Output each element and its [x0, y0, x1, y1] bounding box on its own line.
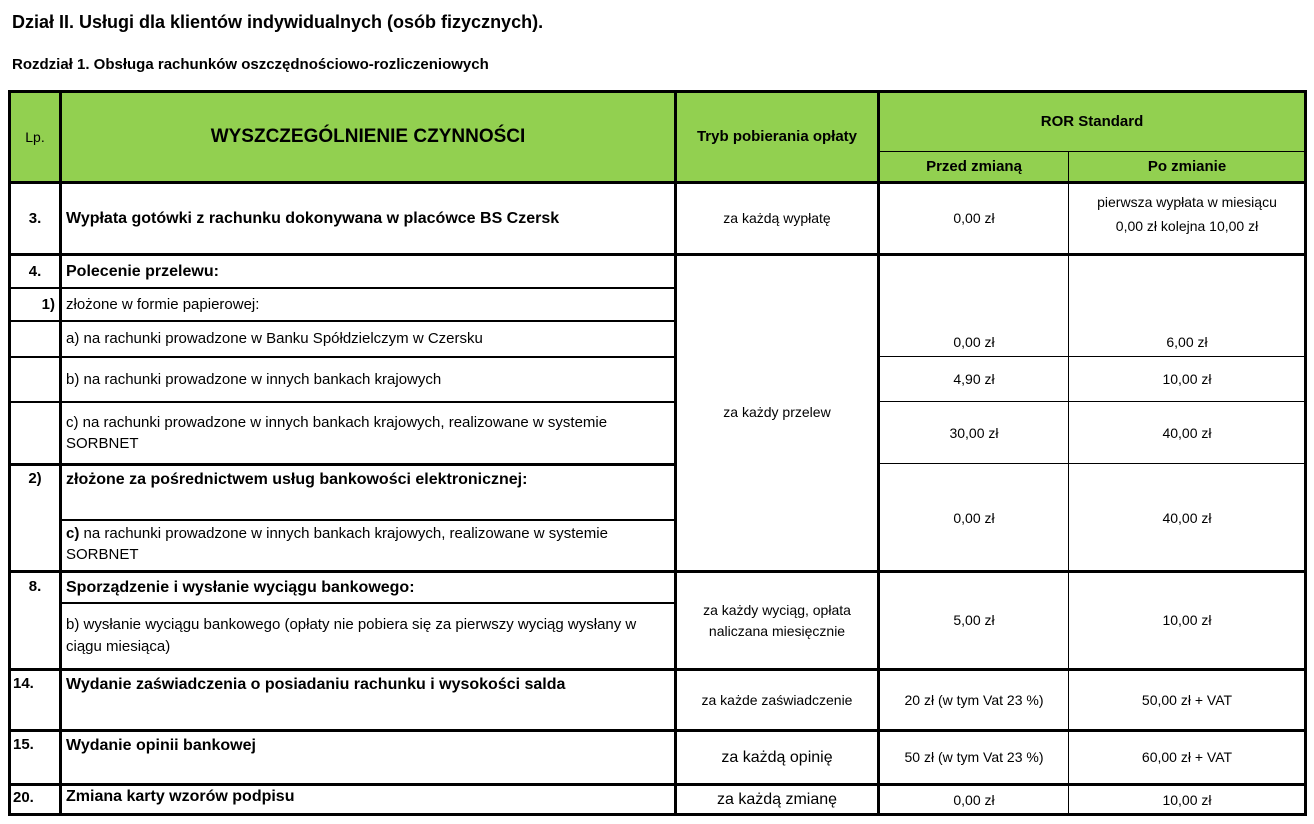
- row-4-1-lp: 1): [41, 295, 55, 313]
- row-4-2c-body: na rachunki prowadzone w innych bankach krajowych, realizowane w systemie SORBNET: [66, 525, 608, 563]
- header-ror-standard: ROR Standard: [1040, 113, 1144, 131]
- row-3-lp: 3.: [28, 209, 42, 227]
- row-3-before: 0,00 zł: [953, 210, 995, 227]
- row-4-1c-before: 30,00 zł: [949, 424, 999, 441]
- row-20-before: 0,00 zł: [953, 791, 995, 808]
- row-4-lp: 4.: [28, 262, 42, 280]
- row-4-2c-text: [62, 521, 652, 570]
- row-20-text: Zmiana karty wzorów podpisu: [66, 788, 295, 806]
- row-14-before: 20 zł (w tym Vat 23 %): [904, 691, 1044, 708]
- row-8-text: Sporządzenie i wysłanie wyciągu bankowego:: [66, 578, 415, 596]
- row-4-mode: za każdy przelew: [723, 403, 831, 420]
- row-15-before: 50 zł (w tym Vat 23 %): [904, 749, 1044, 766]
- row-8b-text: b) wysłanie wyciągu bankowego (opłaty nie pobiera się za pierwszy wyciąg wysłany w ciągu miesiąca): [66, 616, 637, 655]
- row-15-after: 60,00 zł + VAT: [1141, 749, 1233, 766]
- row-4-text: Polecenie przelewu:: [66, 262, 219, 280]
- row-4-1c-text: c) na rachunki prowadzone w innych bankach krajowych, realizowane w systemie SORBNET: [66, 414, 608, 452]
- row-20-mode: za każdą zmianę: [716, 791, 838, 809]
- row-15-lp: 15.: [13, 736, 34, 753]
- header-activity: WYSZCZEGÓLNIENIE CZYNNOŚCI: [210, 126, 526, 148]
- row-4-2-lp: 2): [28, 470, 42, 487]
- row-4-1-text: złożone w formie papierowej:: [66, 295, 260, 313]
- section-title: Dział II. Usługi dla klientów indywidualnych (osób fizycznych).: [12, 12, 544, 32]
- row-20-lp: 20.: [13, 789, 34, 807]
- row-4-1a-text: a) na rachunki prowadzone w Banku Spółdzielczym w Czersku: [66, 330, 483, 348]
- row-3-after-line1: pierwsza wypłata w miesiącu: [1097, 193, 1277, 210]
- header-lp: Lp.: [25, 128, 45, 145]
- row-8-before: 5,00 zł: [953, 612, 995, 629]
- row-3-after-line2: 0,00 zł kolejna 10,00 zł: [1115, 217, 1259, 234]
- row-15-mode: za każdą opinię: [721, 749, 833, 767]
- row-4-2-before: 0,00 zł: [953, 509, 995, 526]
- header-after-change: Po zmianie: [1147, 157, 1227, 175]
- header-before-change: Przed zmianą: [926, 157, 1022, 175]
- row-4-1c-after: 40,00 zł: [1162, 424, 1212, 441]
- header-fee-mode: Tryb pobierania opłaty: [696, 128, 858, 146]
- row-4-1b-text: b) na rachunki prowadzone w innych bankach krajowych: [66, 370, 442, 388]
- row-4-1a-before: 0,00 zł: [953, 333, 995, 350]
- row-4-2-after: 40,00 zł: [1162, 509, 1212, 526]
- row-8-lp: 8.: [28, 578, 42, 595]
- row-8-mode: za każdy wyciąg, opłata naliczana miesięcznie: [703, 601, 851, 639]
- row-4-1a-after: 6,00 zł: [1166, 333, 1208, 350]
- row-4-2-text: złożone za pośrednictwem usług bankowości elektronicznej:: [66, 471, 528, 488]
- row-4-1b-before: 4,90 zł: [953, 371, 995, 388]
- row-3-text: Wypłata gotówki z rachunku dokonywana w placówce BS Czersk: [66, 209, 560, 227]
- row-14-lp: 14.: [13, 675, 34, 692]
- row-4-1b-after: 10,00 zł: [1162, 371, 1212, 388]
- row-4-2c-letter: c): [66, 525, 80, 542]
- row-15-text: Wydanie opinii bankowej: [66, 737, 256, 754]
- row-8-after: 10,00 zł: [1162, 612, 1212, 629]
- row-20-after: 10,00 zł: [1162, 791, 1212, 808]
- row-3-mode: za każdą wypłatę: [723, 210, 831, 227]
- row-14-after: 50,00 zł + VAT: [1141, 691, 1233, 708]
- row-14-mode: za każde zaświadczenie: [701, 691, 853, 708]
- row-14-text: Wydanie zaświadczenia o posiadaniu rachunku i wysokości salda: [66, 676, 566, 693]
- chapter-title: Rozdział 1. Obsługa rachunków oszczędnościowo-rozliczeniowych: [12, 56, 489, 73]
